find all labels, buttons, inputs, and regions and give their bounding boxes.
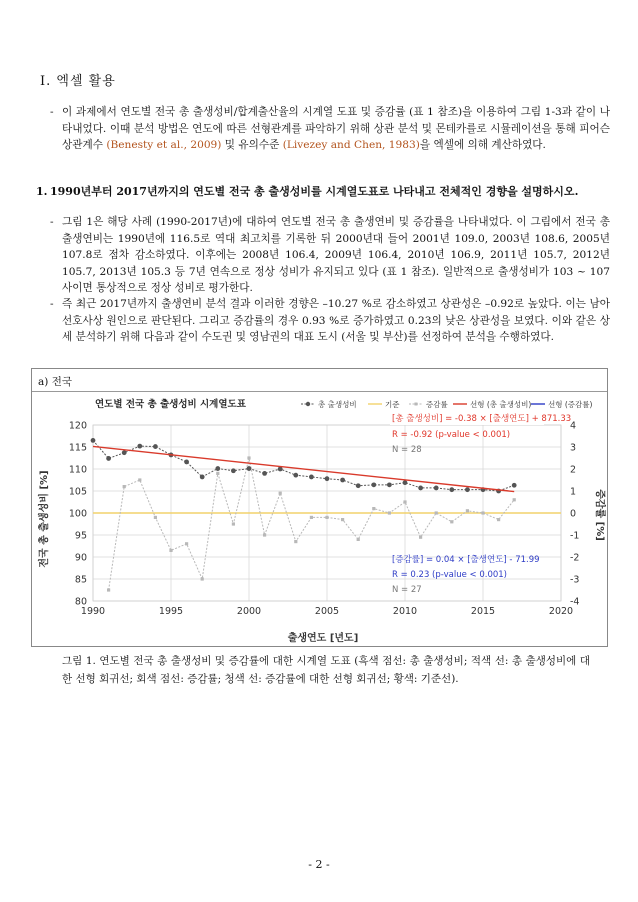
x-tick-label: 2005 xyxy=(314,606,340,617)
change-rate-point xyxy=(497,518,500,521)
change-rate-point xyxy=(450,520,453,523)
x-tick-label: 2020 xyxy=(548,606,574,617)
fit-equation-change: [증감률] = 0.04 × [출생연도] - 71.99 xyxy=(392,555,540,565)
change-rate-point xyxy=(325,516,328,519)
change-rate-point xyxy=(294,540,297,543)
sex-ratio-point xyxy=(325,476,330,481)
sex-ratio-point xyxy=(512,483,517,488)
y-left-tick-label: 90 xyxy=(74,552,87,564)
fit-r-sex-ratio: R = -0.92 (p-value < 0.001) xyxy=(392,430,511,440)
sex-ratio-point xyxy=(247,466,252,471)
change-rate-point xyxy=(388,511,391,514)
p2-text: 그림 1은 해당 사례 (1990-2017년)에 대하여 연도별 전국 총 출생연비 및 증감률을 나타내었다. 이 그림에서 전국 총 출생연비는 1990년에 116.5로 역대 최고치를 기록한 뒤 2000년대 들어 2001년 109.0, 2003년 108.6, 2005년 107.8로 점차 감소하였다. 이후에는 2008년 106.4, 2009년 106.4, 2010년 106.9, 2011년 105.7, 2012년 105.7, 2013년 105.3 등 7년 연속으로 정상 성비가 유지되고 있다 (표 1 참조). 일반적으로 출생성비가 103 ~ 107 사이면 통상적으로 정상 성비로 평가한다. xyxy=(62,216,610,295)
sex-ratio-point xyxy=(184,460,189,465)
sex-ratio-point xyxy=(293,473,298,478)
y-right-tick-label: -4 xyxy=(570,596,580,608)
x-tick-label: 2000 xyxy=(236,606,262,617)
sex-ratio-point xyxy=(200,475,205,480)
legend-label: 선형 (증감률) xyxy=(548,400,593,409)
p1-end: 을 엑셀에 의해 계산하였다. xyxy=(419,139,546,152)
p3-text: 즉 최근 2017년까지 출생연비 분석 결과 이러한 경향은 –10.27 %로 감소하였고 상관성은 –0.92로 높았다. 이는 남아선호사상 원인으로 판단된다. 그리고 증감률의 경우 0.93 %로 증가하였고 0.23의 낮은 상관성을 보였다. 이와 같은 상세 분석하기 위해 다음과 같이 수도권 및 영남권의 대표 도시 (서울 및 부산)를 선정하여 분석을 수행하였다. xyxy=(62,298,610,344)
y-left-tick-label: 85 xyxy=(74,574,87,586)
time-series-chart xyxy=(33,392,606,645)
y-right-tick-label: 4 xyxy=(570,420,577,432)
change-rate-point xyxy=(341,518,344,521)
sex-ratio-point xyxy=(465,487,470,492)
chart-legend xyxy=(301,399,593,409)
citation-benesty: (Benesty et al., 2009) xyxy=(106,139,222,152)
change-rate-point xyxy=(466,509,469,512)
y-right-tick-label: 2 xyxy=(570,464,577,476)
citation-livezey: (Livezey and Chen, 1983) xyxy=(282,139,420,152)
change-rate-point xyxy=(185,542,188,545)
sex-ratio-point xyxy=(356,483,361,488)
change-rate-point xyxy=(372,507,375,510)
change-rate-point xyxy=(513,498,516,501)
fit-r-change: R = 0.23 (p-value < 0.001) xyxy=(392,570,508,580)
change-rate-point xyxy=(247,456,250,459)
section-heading: I. 엑셀 활용 xyxy=(40,74,116,89)
p1-mid: 및 유의수준 xyxy=(221,139,283,152)
legend-label: 증감률 xyxy=(426,400,448,409)
x-axis-label: 출생연도 [년도] xyxy=(287,633,359,644)
figure-box xyxy=(31,368,608,647)
fit-n-sex-ratio: N = 28 xyxy=(392,445,422,455)
x-tick-label: 1990 xyxy=(80,606,106,617)
sex-ratio-point xyxy=(403,480,408,485)
sex-ratio-point xyxy=(153,444,158,449)
change-rate-point xyxy=(232,522,235,525)
y-right-tick-label: -3 xyxy=(570,574,580,586)
y-left-tick-label: 95 xyxy=(74,530,87,542)
figure-caption: 그림 1. 연도별 전국 총 출생성비 및 증감률에 대한 시계열 도표 (흑색 점선: 총 출생성비; 적색 선: 총 출생성비에 대한 선형 회귀선; 회색 점선: 증감률; 청색 선: 증감률에 대한 선형 회귀선; 황색: 기준선). xyxy=(62,655,590,685)
fit-equation-sex-ratio: [총 출생성비] = -0.38 × [출생연도] + 871.33 xyxy=(392,414,572,424)
change-rate-point xyxy=(435,511,438,514)
page-number: - 2 - xyxy=(308,858,330,871)
change-rate-point xyxy=(138,478,141,481)
sex-ratio-point xyxy=(340,478,345,483)
sex-ratio-point xyxy=(449,487,454,492)
p1-text: 이 과제에서 연도별 전국 총 출생성비/합계출산율의 시계열 도표 및 증감률 (표 1 참조)을 이용하여 그림 1-3과 같이 나타내었다. 이때 분석 방법은 연도에 따른 선형관계를 파악하기 위해 상관 분석 및 몬테카를로 시뮬레이션을 통해 피어슨 상관계수 xyxy=(62,106,610,152)
y-right-tick-label: -1 xyxy=(570,530,580,542)
change-rate-point xyxy=(481,511,484,514)
change-rate-point xyxy=(216,472,219,475)
y-right-tick-label: -2 xyxy=(570,552,580,564)
change-rate-point xyxy=(419,536,422,539)
y-axis-left-label: 전국 총 출생성비 [%] xyxy=(39,470,50,568)
y-left-tick-label: 105 xyxy=(68,486,87,498)
change-rate-point xyxy=(279,492,282,495)
change-rate-point xyxy=(357,538,360,541)
bullet-dash: - xyxy=(50,106,54,118)
sex-ratio-point xyxy=(137,444,142,449)
x-tick-label: 1995 xyxy=(158,606,184,617)
change-rate-point xyxy=(310,516,313,519)
y-left-tick-label: 115 xyxy=(68,442,87,454)
y-left-tick-label: 100 xyxy=(68,508,87,520)
change-rate-point xyxy=(154,516,157,519)
y-right-tick-label: 1 xyxy=(570,486,577,498)
change-rate-point xyxy=(403,500,406,503)
sex-ratio-point xyxy=(371,482,376,487)
legend-label: 총 출생성비 xyxy=(318,400,357,409)
sex-ratio-point xyxy=(418,486,423,491)
y-axis-right-label: 증감률 [%] xyxy=(594,489,605,541)
sex-ratio-point xyxy=(309,475,314,480)
y-right-tick-label: 3 xyxy=(570,442,577,454)
question-text: 1990년부터 2017년까지의 연도별 전국 총 출생성비를 시계열도표로 나타내고 전체적인 경향을 설명하시오. xyxy=(50,185,579,198)
y-left-tick-label: 110 xyxy=(68,464,87,476)
paragraph-answer-2 xyxy=(50,296,610,346)
sex-ratio-point xyxy=(262,471,267,476)
sex-ratio-point xyxy=(106,456,111,461)
y-left-tick-label: 120 xyxy=(68,420,87,432)
paragraph-answer-1 xyxy=(50,214,610,297)
sex-ratio-point xyxy=(215,466,220,471)
legend-label: 기준 xyxy=(385,400,400,409)
question-number: 1. xyxy=(36,185,48,198)
change-rate-point xyxy=(201,577,204,580)
legend-marker xyxy=(415,403,418,406)
y-right-tick-label: 0 xyxy=(570,508,577,520)
paragraph-method xyxy=(50,104,610,154)
figure-label: a) 전국 xyxy=(38,376,72,388)
x-tick-label: 2015 xyxy=(470,606,496,617)
chart-title: 연도별 전국 총 출생성비 시계열도표 xyxy=(95,399,246,410)
change-rate-point xyxy=(123,485,126,488)
fit-n-change: N = 27 xyxy=(392,585,422,595)
bullet-dash: - xyxy=(50,298,54,310)
question-1 xyxy=(36,184,610,201)
sex-ratio-point xyxy=(91,438,96,443)
sex-ratio-point xyxy=(122,450,127,455)
sex-ratio-point xyxy=(387,482,392,487)
change-rate-point xyxy=(263,533,266,536)
legend-label: 선형 (총 출생성비) xyxy=(470,400,532,409)
y-left-tick-label: 80 xyxy=(74,596,87,608)
sex-ratio-point xyxy=(231,468,236,473)
change-rate-point xyxy=(107,588,110,591)
bullet-dash: - xyxy=(50,216,54,228)
change-rate-point xyxy=(169,549,172,552)
sex-ratio-point xyxy=(434,486,439,491)
x-tick-label: 2010 xyxy=(392,606,418,617)
legend-marker xyxy=(306,402,310,406)
